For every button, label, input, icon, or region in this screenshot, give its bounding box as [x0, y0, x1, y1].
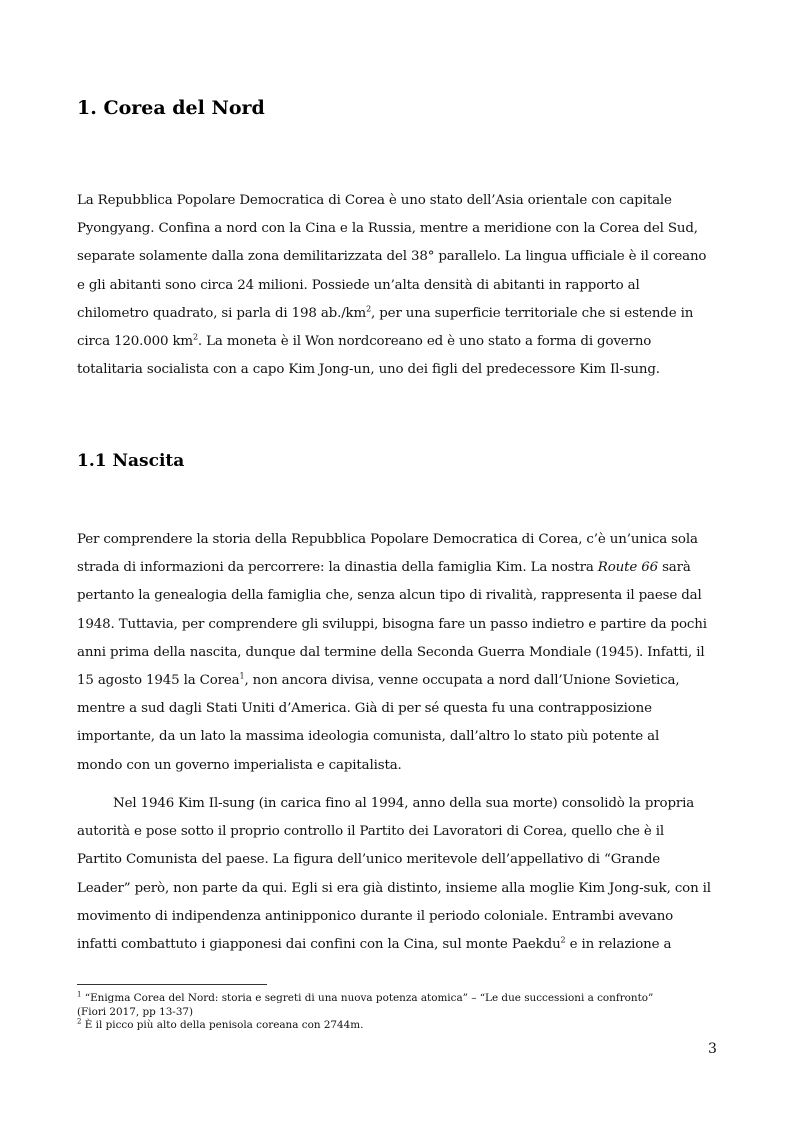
text-line: totalitaria socialista con a capo Kim Jong-un, uno dei figli del predecessore Kim Il-sung.: [77, 362, 660, 378]
superscript: 2: [366, 304, 372, 314]
footnote-1: $^1$ “Enigma Corea del Nord: storia e segreti di una nuova potenza atomica” – “Le due successioni a confronto” (Fiori 2017, pp 13-37): [77, 990, 654, 1018]
nascita-paragraph-1: [77, 526, 717, 780]
text-line: Nel 1946 Kim Il-sung (in carica fino al 1994, anno della sua morte) consolidò la propria: [113, 796, 695, 811]
nascita-paragraph-2: [77, 790, 717, 959]
text-line: 1948. Tuttavia, per comprendere gli sviluppi, bisogna fare un passo indietro e partire da pochi: [77, 616, 707, 632]
footnote-divider: [77, 984, 267, 985]
text-line: importante, da un lato la massima ideologia comunista, dall’altro lo stato più potente al: [77, 729, 660, 745]
text-line: autorità e pose sotto il proprio controllo il Partito dei Lavoratori di Corea, quello che è il: [77, 824, 665, 840]
text-line: e gli abitanti sono circa 24 milioni. Possiede un’alta densità di abitanti in rapporto al: [77, 277, 640, 293]
italic-term: Route 66: [597, 560, 658, 576]
page-number: 3: [708, 1041, 717, 1057]
text-line: anni prima della nascita, dunque dal termine della Seconda Guerra Mondiale (1945). Infatti, il: [77, 644, 705, 660]
text-line: circa 120.000 $km^2$. La moneta è il Won nordcoreano ed è uno stato a forma di governo: [77, 332, 652, 350]
footnotes: [77, 992, 727, 1033]
text-line: Partito Comunista del paese. La figura dell’unico meritevole dell’appellativo di “Grande: [77, 852, 661, 868]
text-line: pertanto la genealogia della famiglia che, senza alcun tipo di rivalità, rappresenta il paese dal: [77, 588, 702, 604]
text-line: movimento di indipendenza antinipponico durante il periodo coloniale. Entrambi avevano: [77, 908, 674, 924]
text-line: mondo con un governo imperialista e capitalista.: [77, 757, 402, 773]
text-line: 15 agosto 1945 la Corea$^1$, non ancora divisa, venne occupata a nord dall’Unione Sovietica,: [77, 671, 680, 689]
text-line: strada di informazioni da percorrere: la dinastia della famiglia Kim. La nostra Route 66 sarà: [77, 560, 691, 576]
text-line: Pyongyang. Confina a nord con la Cina e la Russia, mentre a meridione con la Corea del Sud,: [77, 221, 698, 237]
footnote-ref-1[interactable]: 1: [239, 671, 245, 681]
intro-paragraph: [77, 187, 717, 384]
text-line: infatti combattuto i giapponesi dai confini con la Cina, sul monte Paekdu$^2$ e in relazione a: [77, 935, 672, 953]
superscript: 2: [192, 332, 198, 342]
footnote-ref-2[interactable]: 2: [560, 935, 566, 945]
footnote-number: 1: [77, 990, 82, 999]
text-line: Leader” però, non parte da qui. Egli si era già distinto, insieme alla moglie Kim Jong-suk, con il: [77, 880, 711, 896]
text-line: mentre a sud dagli Stati Uniti d’America. Già di per sé questa fu una contrapposizione: [77, 701, 652, 717]
text-line: separate solamente dalla zona demilitarizzata del 38° parallelo. La lingua ufficiale è il coreano: [77, 249, 707, 265]
text-line: chilometro quadrato, si parla di 198 $ab./km^2$, per una superficie territoriale che si estende in: [77, 304, 694, 321]
footnote-2: $^2$ È il picco più alto della penisola coreana con 2744m.: [77, 1017, 364, 1031]
section-heading-nascita: 1.1 Nascita: [77, 451, 185, 471]
footnote-number: 2: [77, 1017, 82, 1026]
text-line: Per comprendere la storia della Repubblica Popolare Democratica di Corea, c’è un’unica sola: [77, 532, 698, 547]
text-line: La Repubblica Popolare Democratica di Corea è uno stato dell’Asia orientale con capitale: [77, 193, 672, 208]
section-heading-corea-del-nord: 1. Corea del Nord: [77, 97, 265, 119]
